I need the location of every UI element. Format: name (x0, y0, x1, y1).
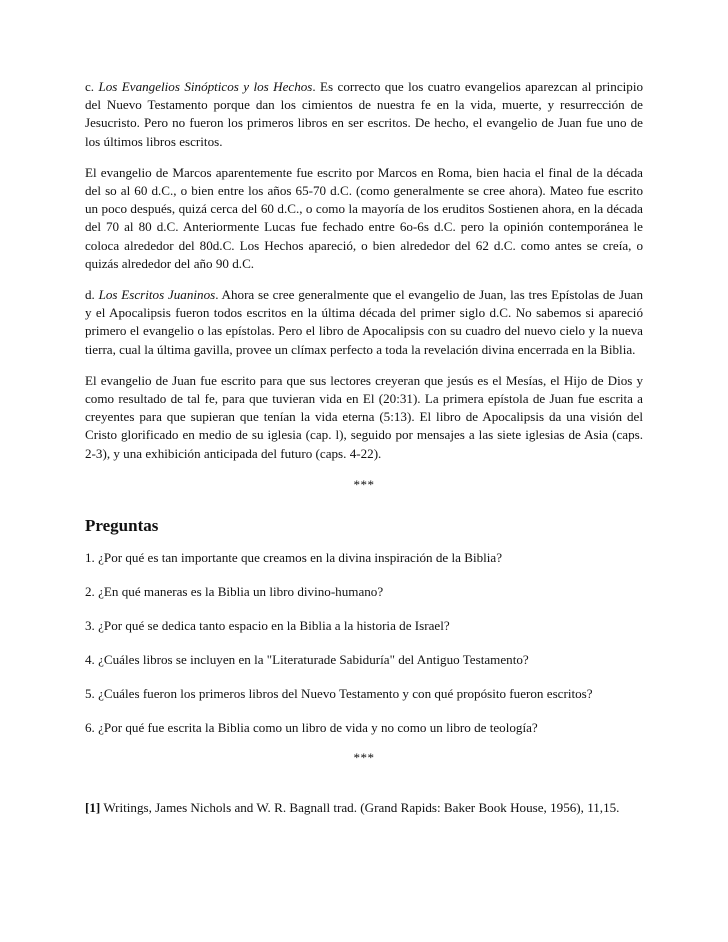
question-item: 2. ¿En qué maneras es la Biblia un libro divino-humano? (85, 583, 384, 599)
footnote-mark: [1] (85, 799, 101, 815)
section-c-prefix: c. (85, 79, 99, 94)
section-d-prefix: d. (85, 287, 99, 303)
section-d-text: . Ahora se cree generalmente que el evangelio de Juan, las tres Epístolas de Juan y el Apocalipsis fueron todos escritos en la última década del primer siglo d.C. No sabemos si apareció primero el evangelio o las epístolas. Pero el libro de Apocalipsis con su cuadro del nuevo cielo y la nueva tierra, cual la última gavilla, provee un clímax perfecto a toda la revelación divina encerrada en la Biblia. (85, 287, 644, 357)
question-item: 4. ¿Cuáles libros se incluyen en la "Literaturade Sabiduría" del Antiguo Testamento? (85, 651, 529, 667)
paragraph-section-c (85, 78, 643, 151)
paragraph-marcos: El evangelio de Marcos aparentemente fue escrito por Marcos en Roma, bien hacia el final de la década del so al 60 d.C., o bien entre los años 65-70 d.C. (como generalmente se cree ahora). Mateo fue escrito un poco después, quizá cerca del 60 d.C., o como la mayoría de los eruditos Sostienen ahora, en la década del 70 al 80 d.C. Anteriormente Lucas fue fechado entre 6o-6s d.C. pero la opinión contemporánea le coloca alrededor del 80d.C. Los Hechos apareció, o bien alrededor del 62 d.C. como antes se creía, o quizás alrededor del año 90 d.C. (85, 164, 643, 271)
question-item: 1. ¿Por qué es tan importante que creamos en la divina inspiración de la Biblia? (85, 549, 503, 565)
section-separator: *** (353, 749, 375, 765)
section-d-title: Los Escritos Juaninos (98, 287, 216, 303)
footnote-text: Writings, James Nichols and W. R. Bagnall trad. (Grand Rapids: Baker Book House, 1956), 11,15. (100, 799, 620, 815)
question-item: 3. ¿Por qué se dedica tanto espacio en la Biblia a la historia de Israel? (85, 617, 450, 633)
footnote (85, 799, 643, 817)
question-item: 6. ¿Por qué fue escrita la Biblia como un libro de vida y no como un libro de teología? (85, 719, 538, 735)
section-separator: *** (353, 476, 375, 492)
paragraph-juan: El evangelio de Juan fue escrito para que sus lectores creyeran que jesús es el Mesías, el Hijo de Dios y como resultado de tal fe, para que tuvieran vida en El (20:31). La primera epístola de Juan fue escrita a creyentes para que supieran que tenían la vida eterna (5:13). El libro de Apocalipsis da una visión del Cristo glorificado en medio de su iglesia (cap. l), seguido por mensajes a las siete iglesias de Asia (caps. 2-3), y una exhibición anticipada del futuro (caps. 4-22). (85, 372, 643, 461)
section-c-title: Los Evangelios Sinópticos y los Hechos (98, 79, 313, 94)
question-item: 5. ¿Cuáles fueron los primeros libros del Nuevo Testamento y con qué propósito fueron escritos? (85, 685, 593, 701)
paragraph-section-d (85, 286, 643, 359)
section-c-text: . Es correcto que los cuatro evangelios aparezcan al principio del Nuevo Testamento porque dan los cimientos de nuestra fe en la vida, muerte, y resurrección de Jesucristo. Pero no fueron los primeros libros en ser escritos. De hecho, el evangelio de Juan fue uno de los últimos libros escritos. (85, 79, 644, 149)
document-page (85, 78, 643, 817)
questions-heading: Preguntas (85, 515, 159, 535)
